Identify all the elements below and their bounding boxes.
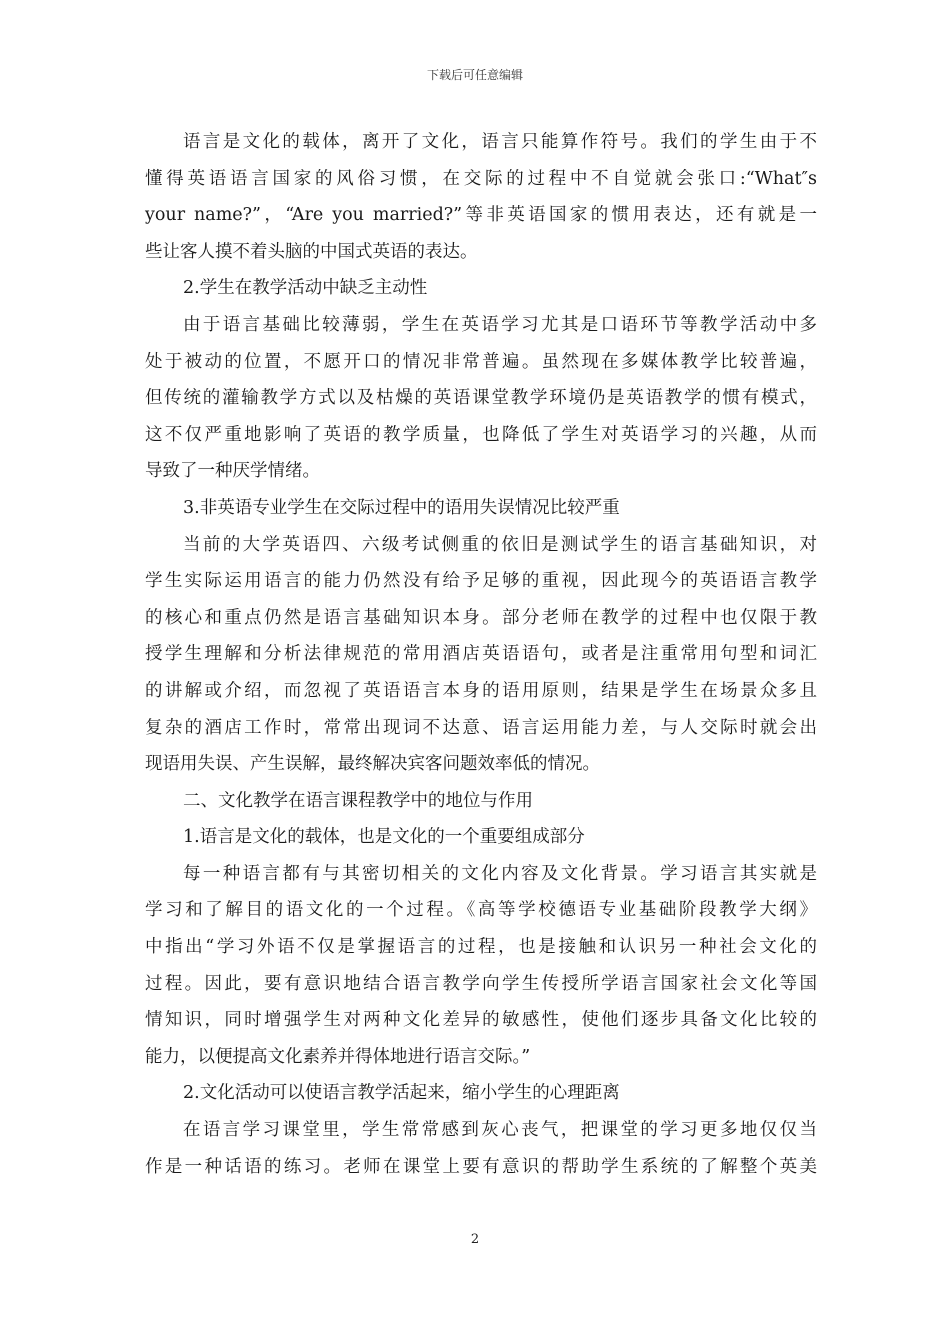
text-line: 1.语言是文化的载体，也是文化的一个重要组成部分 [183,827,585,848]
text-line: 二、文化教学在语言课程教学中的地位与作用 [183,790,533,811]
text-line: 但传统的灌输教学方式以及枯燥的英语课堂教学环境仍是英语教学的惯有模式， [145,388,817,409]
text-line: 当前的大学英语四、六级考试侧重的依旧是测试学生的语言基础知识，对 [183,534,817,555]
page-number: 2 [470,1232,480,1247]
text-line: 复杂的酒店工作时，常常出现词不达意、语言运用能力差，与人交际时就会出 [145,717,817,738]
text-line: 现语用失误、产生误解，最终解决宾客问题效率低的情况。 [145,754,600,775]
text-line: 懂得英语语言国家的风俗习惯，在交际的过程中不自觉就会张口:“What″s [145,168,817,189]
text-line: 学生实际运用语言的能力仍然没有给予足够的重视，因此现今的英语语言教学 [145,571,817,592]
text-line: 的讲解或介绍，而忽视了英语语言本身的语用原则，结果是学生在场景众多且 [145,680,817,701]
text-line: 语言是文化的载体，离开了文化，语言只能算作符号。我们的学生由于不 [183,132,817,152]
text-line: 能力，以便提高文化素养并得体地进行语言交际。” [145,1046,531,1067]
page-header: 下载后可任意编辑 [426,68,523,82]
text-line: 授学生理解和分析法律规范的常用酒店英语语句，或者是注重常用句型和词汇 [145,644,817,665]
text-line: 的核心和重点仍然是语言基础知识本身。部分老师在教学的过程中也仅限于教 [145,607,817,628]
text-line: 些让客人摸不着头脑的中国式英语的表达。 [145,241,478,262]
text-line: 这不仅严重地影响了英语的教学质量，也降低了学生对英语学习的兴趣，从而 [145,424,817,445]
text-line: 过程。因此，要有意识地结合语言教学向学生传授所学语言国家社会文化等国 [145,973,817,994]
text-line: 由于语言基础比较薄弱，学生在英语学习尤其是口语环节等教学活动中多 [183,314,817,335]
text-line: 导致了一种厌学情绪。 [145,461,320,482]
text-line: 每一种语言都有与其密切相关的文化内容及文化背景。学习语言其实就是 [183,863,817,884]
text-line: 2.学生在教学活动中缺乏主动性 [183,278,428,299]
text-line: 情知识，同时增强学生对两种文化差异的敏感性，使他们逐步具备文化比较的 [145,1010,817,1031]
text-line: 中指出“学习外语不仅是掌握语言的过程，也是接触和认识另一种社会文化的 [145,937,817,958]
text-line: your name?”，“Are you married?”等非英语国家的惯用表达，还有就是一 [145,205,817,226]
text-line: 作是一种话语的练习。老师在课堂上要有意识的帮助学生系统的了解整个英美 [145,1156,817,1177]
text-line: 在语言学习课堂里，学生常常感到灰心丧气，把课堂的学习更多地仅仅当 [183,1120,817,1141]
text-line: 2.文化活动可以使语言教学活起来，缩小学生的心理距离 [183,1083,620,1104]
text-line: 处于被动的位置，不愿开口的情况非常普遍。虽然现在多媒体教学比较普遍， [145,351,817,372]
document-body [145,124,817,1185]
text-line: 学习和了解目的语文化的一个过程。《高等学校德语专业基础阶段教学大纲》 [145,900,817,921]
text-line: 3.非英语专业学生在交际过程中的语用失误情况比较严重 [183,497,620,518]
